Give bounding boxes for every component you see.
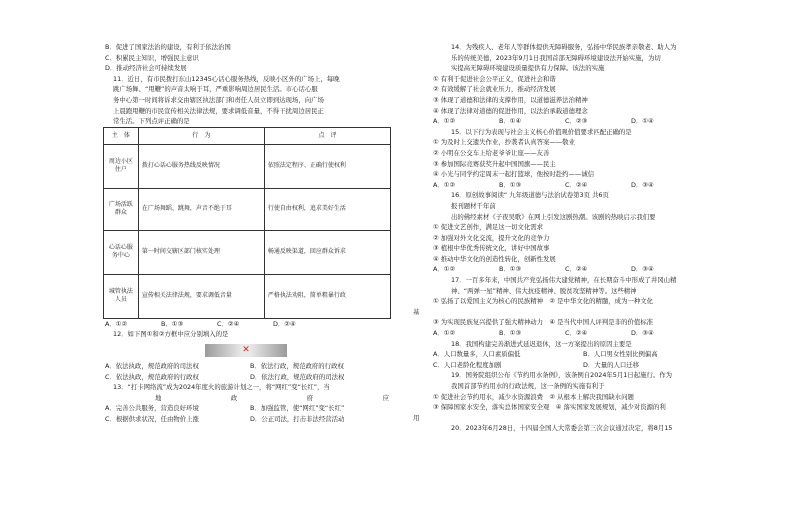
option-d: D．③④ <box>631 265 654 274</box>
option-line: B．促进了国家法治的建设，有利于依法治国 <box>105 43 231 51</box>
table-cell: 畅通反映渠道，回应群众诉求 <box>264 230 390 274</box>
statement-item: ① 有利于促进社会公平正义，促进社会和谐 <box>433 74 556 83</box>
cross-icon: ✕ <box>242 344 250 355</box>
question-text-spread <box>95 393 395 404</box>
option-c: C．②④ <box>565 180 588 189</box>
option-c: C．依法执政，规范政府的行政权 <box>105 372 199 381</box>
option-d: D．依法行政，规范政府的司法权 <box>250 372 345 381</box>
option-d: D．③④ <box>631 180 654 189</box>
question-text: 20．2023年6月28日，十四届全国人大常委会第三次会议通过决定，将8月15 <box>451 424 673 433</box>
question-15 <box>433 127 733 191</box>
statement-item: ② 有效缓解了社会就业压力，推动经济发展 <box>433 85 556 94</box>
comment-table <box>103 127 391 319</box>
answer-options <box>95 361 395 372</box>
diagram-banner-image <box>205 344 287 357</box>
answer-options <box>433 264 733 275</box>
option-c: C．②③ <box>565 117 588 126</box>
statement-item: ① 促进社会节约用水，减少水资源浪费 ② 从根本上解决我国缺水问题 <box>433 392 634 401</box>
question-16 <box>433 190 733 275</box>
question-text: 上晨跑甩鞭的市民宣传相关法律法规，要求调低音量，不得干扰周边居民正 <box>113 106 324 115</box>
question-20 <box>433 423 733 434</box>
answer-options <box>95 372 395 383</box>
question-text: 出的佛经素材《子夜吴歌》在网上引发这剧热潮。该剧的热映启示我们要 <box>451 212 656 221</box>
statement-item: ② 小明在公交车上给老爷爷让座——友善 <box>433 148 550 157</box>
option-b: B．人口男女性别比例偏高 <box>583 350 658 359</box>
option-c: C．人口老龄化程度加剧 <box>433 360 502 369</box>
table-row <box>104 274 391 318</box>
column-header: 点 评 <box>264 127 390 144</box>
table-cell: 心话心服务中心 <box>104 230 139 274</box>
table-cell: 拨打心话心服务热线反映情况 <box>138 144 264 188</box>
statement-item: ③ 参加国际竞赛获奖升起中国国旗——民主 <box>433 159 556 168</box>
question-17 <box>413 275 733 339</box>
statement-item-cont: 基 <box>413 307 420 316</box>
table-cell: 在广场舞蹈、跳舞，声音不绝于耳 <box>138 188 264 230</box>
option-b: B．①③ <box>499 180 522 189</box>
question-text: 13．“打卡网络流”成为2024年度火的旅游计划之一，将“网红”变“长红”，当 <box>113 383 330 392</box>
spread-word: 应 <box>382 393 389 402</box>
left-column <box>95 42 395 425</box>
table-cell: 城管执法人员 <box>104 274 139 318</box>
spread-word: 地 <box>155 393 162 402</box>
question-text: 常生活。下列点评正确的是 <box>113 117 190 126</box>
option-a: A．依法执政，规范政府的司法权 <box>105 361 199 370</box>
statement-item: ③ 体现了道德和法律的支撑作用，以道德滋养法治精神 <box>433 95 588 104</box>
option-a: A．完善公共服务，营造良好环境 <box>105 404 199 413</box>
question-text: 19．国务院组织公布《节约用水条例》，该条例自2024年5月1日起施行。作为 <box>451 371 673 380</box>
question-text: 报刊题材千年前 <box>451 201 496 210</box>
column-header: 行 为 <box>138 127 264 144</box>
question-text: 我国首部节约用水的行政法规，这一条例的实施有利于 <box>451 382 605 390</box>
option-c: C．②④ <box>565 329 588 338</box>
statement-item: ③ 为实现民族复兴提供了强大精神动力 ④ 是当代中国人评判是非的价值标准 <box>433 318 654 327</box>
question-13 <box>95 382 395 424</box>
option-a: A．①② <box>433 329 456 338</box>
table-cell: 广场活跃群众 <box>104 188 139 230</box>
table-header-row <box>104 127 391 144</box>
table-cell: 严格执法劝阻，简单粗暴行政 <box>264 274 390 318</box>
option-a: A．人口数量多，人口素质偏低 <box>433 350 521 359</box>
table-cell: 第一时间交辖区部门核实处理 <box>138 230 264 274</box>
option-a: A．①② <box>433 117 456 126</box>
answer-options <box>433 349 733 360</box>
option-d: D．大量的人口迁移 <box>583 360 640 369</box>
option-a: A．①② <box>433 180 456 189</box>
table-cell: 宣传相关法律法规，要求调低音量 <box>138 274 264 318</box>
right-column <box>413 42 733 434</box>
statement-item: ① 促进文艺创作，满足这一切文化需求 <box>433 223 544 232</box>
table-cell: 周边小区住户 <box>104 144 139 188</box>
question-text: 务中心第一时间将诉求交由辖区执法部门和责任人员立即到达现场，向广场 <box>113 95 324 104</box>
table-row <box>104 144 391 188</box>
statement-item: ③ 植根中华优秀传统文化，讲好中国故事 <box>433 244 550 253</box>
spread-word: 政 <box>230 393 238 402</box>
question-text: 18．我国构建完善渐进式延迟退休，这一方案提出的原因主要是 <box>451 339 632 348</box>
option-d: D．③④ <box>631 329 654 338</box>
option-b: B．①③ <box>499 265 522 274</box>
question-12 <box>95 329 395 382</box>
table-row <box>104 188 391 230</box>
answer-options <box>95 319 395 330</box>
table-cell: 依照法定程序、正确行使权利 <box>264 144 390 188</box>
option-b: B．依法行政，规范政府的行政权 <box>250 361 344 370</box>
answer-options <box>433 328 733 339</box>
question-text: 16．原创故事阅读“ 九年级道德与法治试卷第3页 共6页 <box>451 191 609 200</box>
statement-item: ④ 体现了法律对道德的促进作用，以法治承载道德理念 <box>433 106 588 115</box>
option-a: A．①② <box>433 265 456 274</box>
statement-item-cont: 用 <box>413 413 420 422</box>
option-b: B．加强监管，使“网红”变“长红” <box>250 404 345 413</box>
option-c: C．②④ <box>565 265 588 274</box>
statement-item: ② 加强对外文化交流，提升文化的竞争力 <box>433 233 550 242</box>
question-18 <box>433 339 733 371</box>
answer-options <box>433 116 733 127</box>
question-text: 17．一百多年来，中国共产党弘扬伟大建党精神，在长期奋斗中形成了井冈山精 <box>451 276 677 285</box>
table-row <box>104 230 391 274</box>
statement-item: ① 为及时上交遗失作业，抄袭者认真答案——敬业 <box>433 138 575 147</box>
question-text: 乐的传统美德，2023年9月1日我国首部无障碍环境建设法开始实施，为切 <box>451 53 661 62</box>
statement-item: ③ 保障国家水安全，落实总体国家安全观 ④ 落实国家发展规划，减少对资源的利 <box>433 403 666 412</box>
option-b: B．①③ <box>499 329 522 338</box>
question-text: 跳广场舞、“甩鞭”的声音太响于耳，严重影响周边居民生活。市心话心服 <box>113 85 318 94</box>
question-text: 11．近日，有市民拨打东山12345心话心服务热线，反映小区外的广场上，每晚 <box>113 74 340 83</box>
option-d: D．公正司法，打击非法经营活动 <box>250 414 345 423</box>
question-text: 15．以下行为表现与社会主义核心价值观价值要求匹配正确的是 <box>451 127 632 136</box>
option-d: D．①④ <box>631 117 654 126</box>
answer-options <box>95 403 395 414</box>
question-text: 14．为残疾人、老年人等群体提供无障碍服务，弘扬中华民族孝亲敬老、助人为 <box>451 43 677 51</box>
option-d: D．②④ <box>273 319 296 328</box>
column-header: 主 体 <box>104 127 139 144</box>
answer-options <box>433 180 733 191</box>
table-cell: 行使自由权利，追求美好生活 <box>264 188 390 230</box>
answer-options <box>95 414 395 425</box>
question-11 <box>95 74 395 330</box>
option-c: C．根据供求状况，任由物价上涨 <box>105 414 199 423</box>
option-b: B．①④ <box>499 117 522 126</box>
option-c: C．②④ <box>217 319 240 328</box>
spread-word: 府 <box>306 393 314 402</box>
statement-item: ④ 推动中华文化的创造性转化，创新性发展 <box>433 254 556 263</box>
statement-item: ① 弘扬了以爱国主义为核心的民族精神 ② 是中华文化的精髓，成为一种文化 <box>433 297 654 306</box>
question-19 <box>413 370 733 423</box>
question-text: 12．如下图①和②方框中应分别填入的是 <box>113 330 229 339</box>
option-a: A．①② <box>105 319 128 328</box>
option-line: C．积累民主知识，增强民主意识 <box>105 53 199 62</box>
question-14 <box>433 42 733 127</box>
statement-item: ④ 小光与同学约定周末一起打篮球，他按时赴约——诚信 <box>433 170 595 179</box>
question-text: 神、“两弹一星”精神、伟大抗疫精神、脱贫攻坚精神等。这些精神 <box>451 286 637 295</box>
option-line: D．推动经济社会可持续发展 <box>105 64 187 73</box>
option-b: B．①③ <box>161 319 184 328</box>
answer-options <box>433 360 733 371</box>
question-text: 实提高无障碍环境建设质量提供有力保障。该法的实施 <box>451 64 605 73</box>
